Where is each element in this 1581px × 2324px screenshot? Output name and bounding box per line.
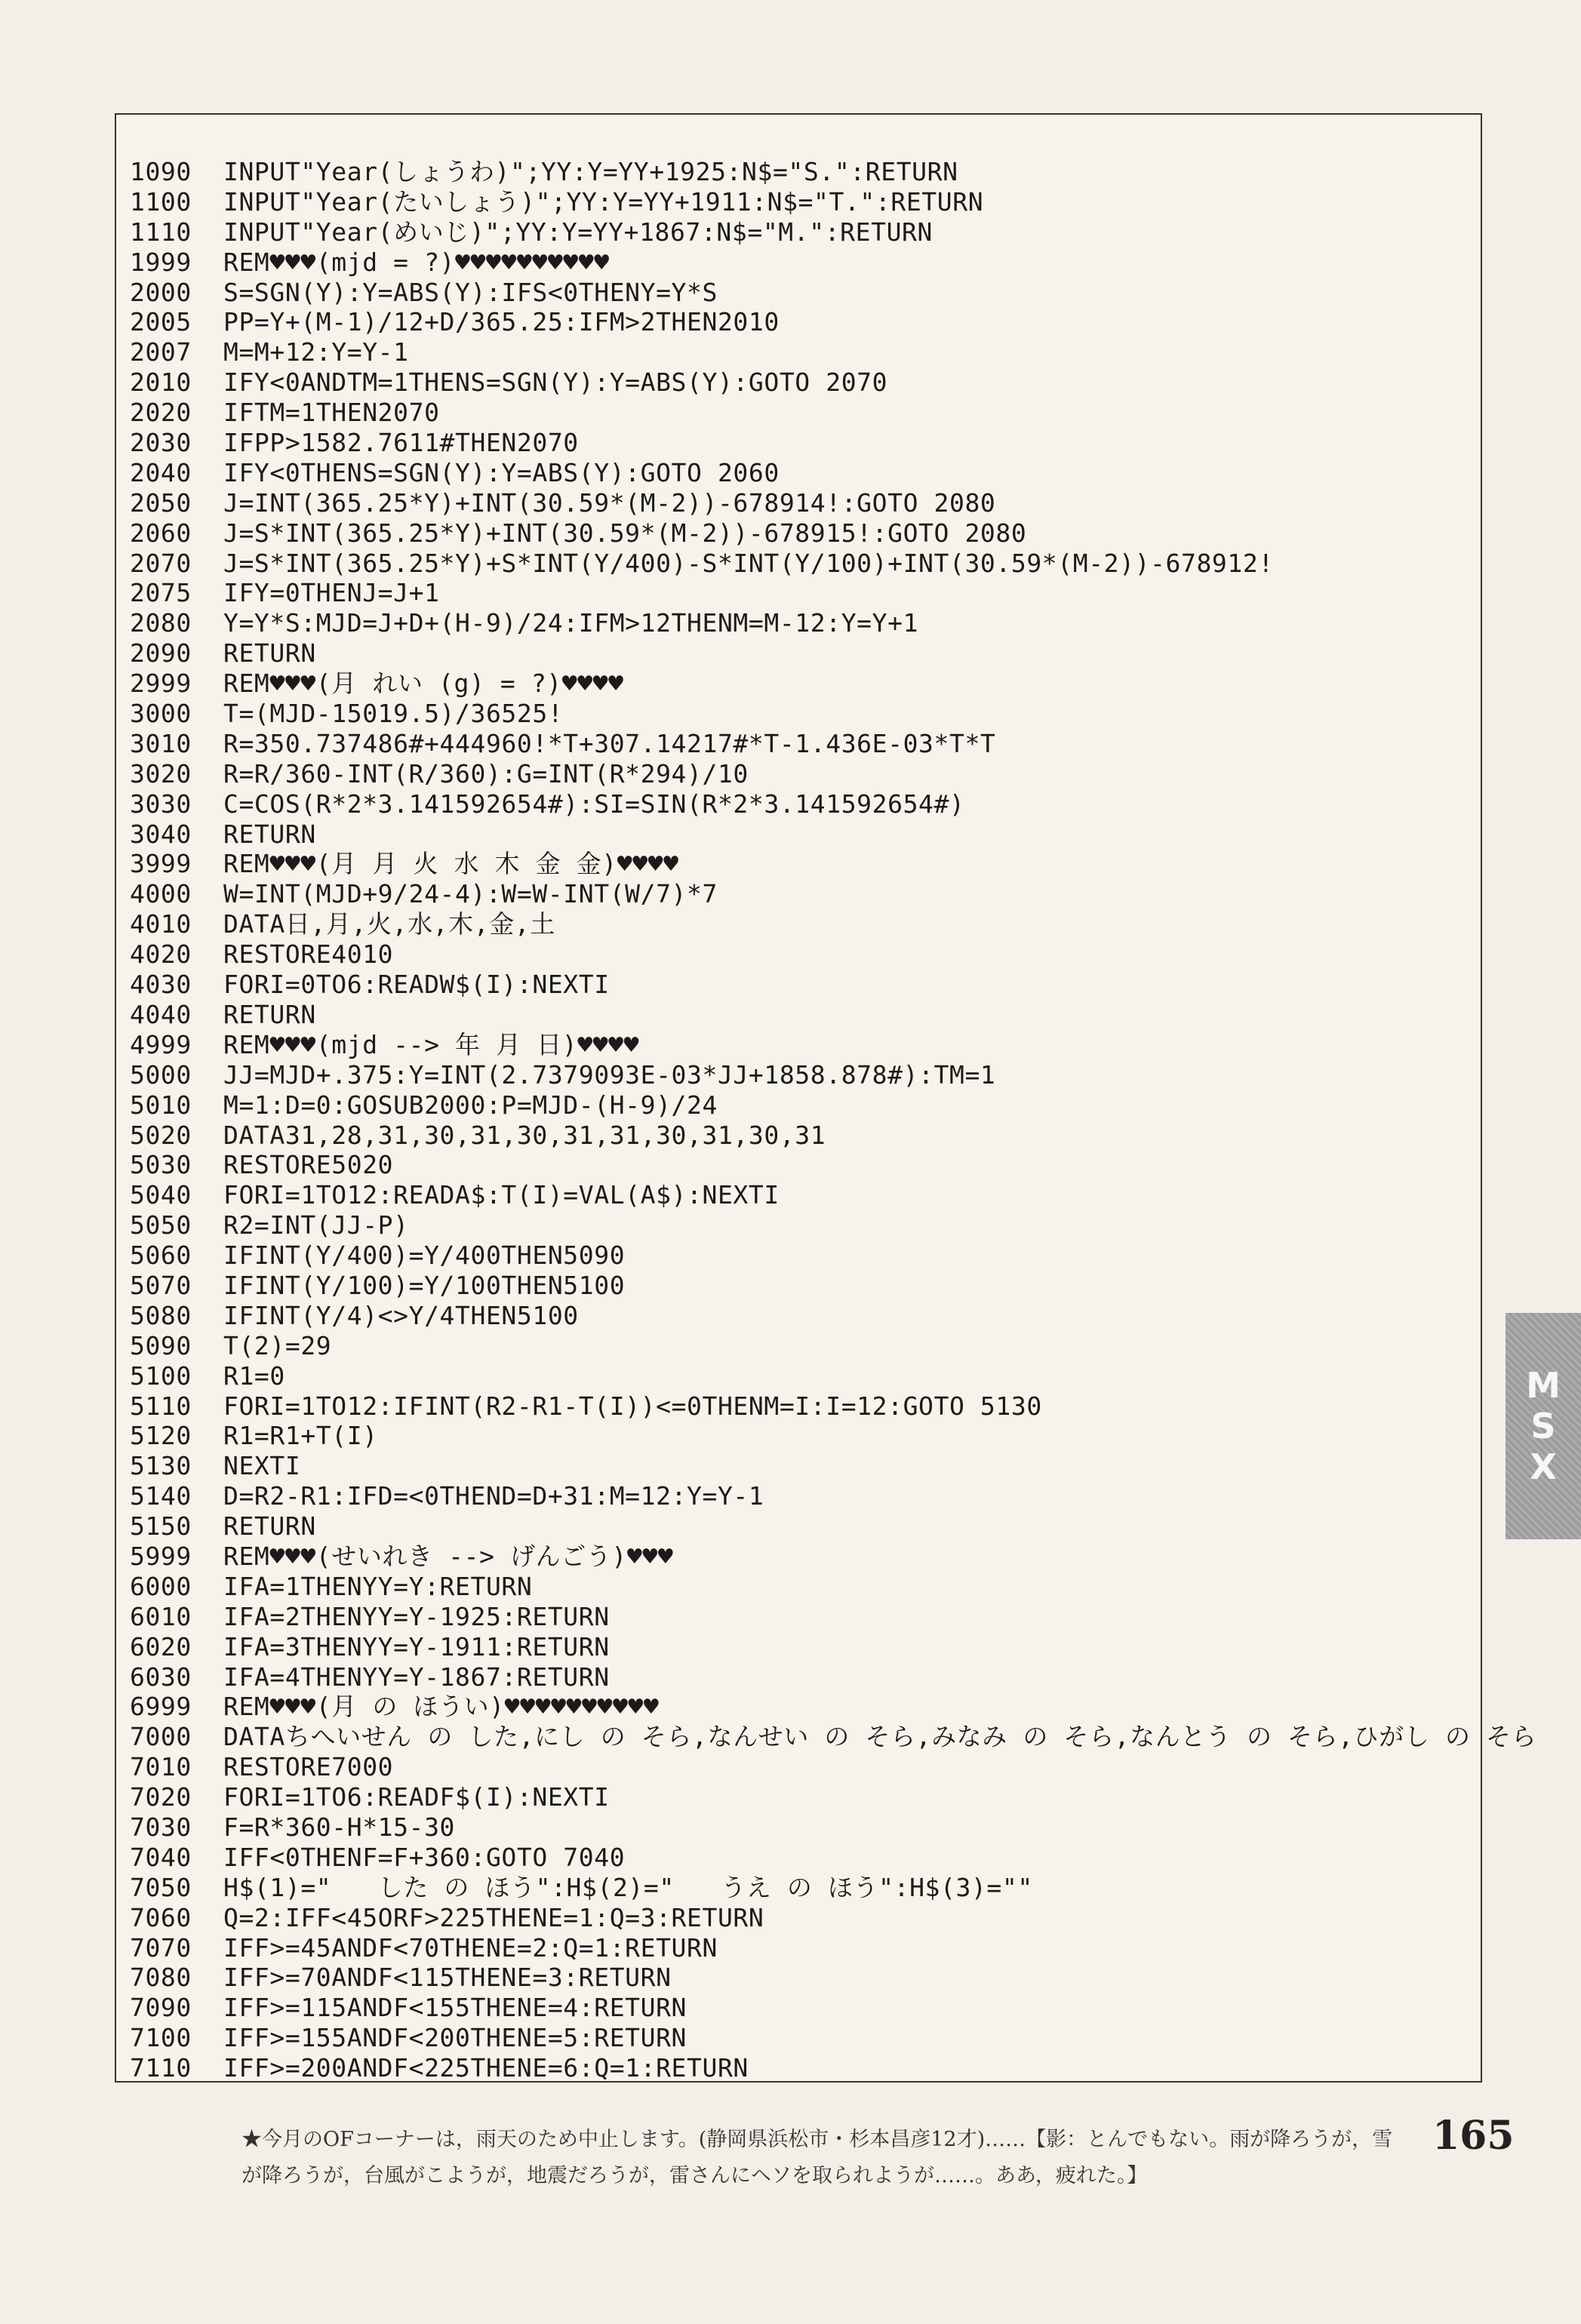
code-line bbox=[130, 1240, 1536, 1271]
line-code: R=350.737486#+444960!*T+307.14217#*T-1.436E-03*T*T bbox=[223, 728, 996, 758]
code-line bbox=[130, 1120, 1536, 1151]
line-number: 1999 bbox=[130, 247, 192, 277]
code-line bbox=[130, 1812, 1536, 1843]
line-number: 7050 bbox=[130, 1872, 192, 1902]
code-line bbox=[130, 1873, 1536, 1903]
line-code: IFA=1THENYY=Y:RETURN bbox=[223, 1571, 533, 1601]
code-line bbox=[130, 1722, 1536, 1752]
line-code: Y=Y*S:MJD=J+D+(H-9)/24:IFM>12THENM=M-12:Y=Y+1 bbox=[223, 608, 919, 638]
code-line bbox=[130, 759, 1536, 789]
line-number: 2060 bbox=[130, 518, 192, 548]
line-number: 7090 bbox=[130, 1993, 192, 2023]
line-code: J=S*INT(365.25*Y)+S*INT(Y/400)-S*INT(Y/100)+INT(30.59*(M-2))-678912! bbox=[223, 548, 1274, 578]
code-line bbox=[130, 1271, 1536, 1301]
line-number: 5110 bbox=[130, 1391, 192, 1421]
code-line bbox=[130, 549, 1536, 579]
line-number: 7060 bbox=[130, 1902, 192, 1932]
code-line bbox=[130, 1662, 1536, 1692]
code-line bbox=[130, 367, 1536, 398]
line-code: R1=R1+T(I) bbox=[223, 1421, 378, 1451]
line-number: 7000 bbox=[130, 1722, 192, 1752]
line-code: RESTORE4010 bbox=[223, 939, 394, 970]
line-code: IFA=4THENYY=Y-1867:RETURN bbox=[223, 1662, 610, 1692]
code-line bbox=[130, 1180, 1536, 1210]
line-number: 5000 bbox=[130, 1059, 192, 1090]
line-number: 3010 bbox=[130, 728, 192, 758]
code-line bbox=[130, 970, 1536, 1000]
code-line bbox=[130, 849, 1536, 879]
code-line bbox=[130, 578, 1536, 608]
line-number: 3999 bbox=[130, 849, 192, 879]
line-code: IFF>=115ANDF<155THENE=4:RETURN bbox=[223, 1993, 687, 2023]
code-line bbox=[130, 638, 1536, 669]
line-code: F=R*360-H*15-30 bbox=[223, 1812, 456, 1842]
line-number: 4040 bbox=[130, 999, 192, 1029]
line-number: 2050 bbox=[130, 487, 192, 518]
line-number: 2075 bbox=[130, 578, 192, 608]
line-number: 3040 bbox=[130, 819, 192, 849]
code-line bbox=[130, 187, 1536, 217]
code-line bbox=[130, 1692, 1536, 1722]
line-number: 7100 bbox=[130, 2023, 192, 2053]
code-line bbox=[130, 428, 1536, 458]
code-line bbox=[130, 1602, 1536, 1632]
code-line bbox=[130, 1632, 1536, 1662]
line-number: 7020 bbox=[130, 1782, 192, 1812]
code-line bbox=[130, 608, 1536, 638]
code-line bbox=[130, 1993, 1536, 2023]
line-number: 2030 bbox=[130, 428, 192, 458]
code-line bbox=[130, 247, 1536, 278]
line-code: IFINT(Y/4)<>Y/4THEN5100 bbox=[223, 1300, 579, 1330]
line-code: RETURN bbox=[223, 819, 316, 849]
code-line bbox=[130, 1030, 1536, 1060]
line-code: IFF>=155ANDF<200THENE=5:RETURN bbox=[223, 2023, 687, 2053]
code-line bbox=[130, 488, 1536, 518]
line-number: 6030 bbox=[130, 1662, 192, 1692]
code-line bbox=[130, 337, 1536, 367]
line-code: NEXTI bbox=[223, 1451, 301, 1481]
footer-note: ★今月のOFコーナーは，雨天のため中止します。(静岡県浜松市・杉本昌彦12才)……【影：とんでもない。雨が降ろうが，雪が降ろうが，台風がこようが，地震だろうが，雷さんにヘソを取られようが……。ああ，疲れた。】 bbox=[241, 2128, 1393, 2187]
code-line bbox=[130, 1752, 1536, 1782]
line-code: IFA=2THENYY=Y-1925:RETURN bbox=[223, 1601, 610, 1631]
line-number: 2090 bbox=[130, 638, 192, 669]
code-line bbox=[130, 1060, 1536, 1090]
code-line bbox=[130, 1481, 1536, 1511]
line-code: H$(1)=" した の ほう":H$(2)=" うえ の ほう":H$(3)="" bbox=[223, 1872, 1033, 1902]
code-line bbox=[130, 1511, 1536, 1542]
code-line bbox=[130, 1451, 1536, 1481]
line-code: INPUT"Year(たいしょう)";YY:Y=YY+1911:N$="T.":RETURN bbox=[223, 186, 984, 217]
line-code: IFF<0THENF=F+360:GOTO 7040 bbox=[223, 1842, 626, 1872]
line-code: FORI=1TO12:IFINT(R2-R1-T(I))<=0THENM=I:I=12:GOTO 5130 bbox=[223, 1391, 1042, 1421]
line-code: REM♥♥♥(mjd = ?)♥♥♥♥♥♥♥♥♥♥ bbox=[223, 247, 610, 277]
code-line bbox=[130, 398, 1536, 428]
line-code: T=(MJD-15019.5)/36525! bbox=[223, 699, 564, 729]
line-number: 2070 bbox=[130, 548, 192, 578]
line-code: REM♥♥♥(mjd --> 年 月 日)♥♥♥♥ bbox=[223, 1029, 640, 1059]
line-code: FORI=1TO12:READA$:T(I)=VAL(A$):NEXTI bbox=[223, 1180, 780, 1210]
code-line bbox=[130, 1000, 1536, 1030]
line-number: 4030 bbox=[130, 970, 192, 1000]
line-code: RESTORE7000 bbox=[223, 1752, 394, 1782]
line-code: IFA=3THENYY=Y-1911:RETURN bbox=[223, 1631, 610, 1662]
line-code: IFY=0THENJ=J+1 bbox=[223, 578, 440, 608]
line-code: PP=Y+(M-1)/12+D/365.25:IFM>2THEN2010 bbox=[223, 307, 780, 337]
line-code: REM♥♥♥(せいれき --> げんごう)♥♥♥ bbox=[223, 1541, 674, 1571]
code-line bbox=[130, 1150, 1536, 1180]
line-code: FORI=0TO6:READW$(I):NEXTI bbox=[223, 970, 610, 1000]
line-code: IFINT(Y/400)=Y/400THEN5090 bbox=[223, 1240, 626, 1271]
line-code: IFY<0ANDTM=1THENS=SGN(Y):Y=ABS(Y):GOTO 2070 bbox=[223, 367, 888, 398]
line-number: 2010 bbox=[130, 367, 192, 398]
code-line bbox=[130, 729, 1536, 759]
code-line bbox=[130, 1301, 1536, 1331]
line-number: 5080 bbox=[130, 1300, 192, 1330]
code-line bbox=[130, 1331, 1536, 1361]
code-line bbox=[130, 518, 1536, 549]
line-code: IFTM=1THEN2070 bbox=[223, 398, 440, 428]
line-number: 5060 bbox=[130, 1240, 192, 1271]
line-code: T(2)=29 bbox=[223, 1330, 332, 1360]
program-listing bbox=[115, 113, 1537, 2083]
line-code: REM♥♥♥(月 月 火 水 木 金 金)♥♥♥♥ bbox=[223, 849, 679, 879]
code-line bbox=[130, 819, 1536, 850]
code-line bbox=[130, 458, 1536, 488]
line-number: 7110 bbox=[130, 2053, 192, 2083]
line-number: 2000 bbox=[130, 277, 192, 307]
line-number: 5100 bbox=[130, 1360, 192, 1391]
code-line bbox=[130, 1361, 1536, 1391]
line-number: 5040 bbox=[130, 1180, 192, 1210]
code-line bbox=[130, 1933, 1536, 1963]
line-number: 2080 bbox=[130, 608, 192, 638]
line-number: 7010 bbox=[130, 1752, 192, 1782]
code-line bbox=[130, 1572, 1536, 1602]
code-line bbox=[130, 1963, 1536, 1993]
code-line bbox=[130, 217, 1536, 247]
line-number: 5070 bbox=[130, 1270, 192, 1300]
code-line bbox=[130, 1210, 1536, 1240]
code-line bbox=[130, 1782, 1536, 1812]
line-number: 4999 bbox=[130, 1029, 192, 1059]
code-line bbox=[130, 1391, 1536, 1422]
code-line bbox=[130, 939, 1536, 970]
line-code: RETURN bbox=[223, 1511, 316, 1542]
code-line bbox=[130, 307, 1536, 337]
line-code: DATA日,月,火,水,木,金,土 bbox=[223, 909, 555, 939]
line-number: 5120 bbox=[130, 1421, 192, 1451]
code-line bbox=[130, 879, 1536, 909]
line-code: IFINT(Y/100)=Y/100THEN5100 bbox=[223, 1270, 626, 1300]
line-number: 6010 bbox=[130, 1601, 192, 1631]
line-number: 1090 bbox=[130, 157, 192, 186]
line-code: J=S*INT(365.25*Y)+INT(30.59*(M-2))-678915!:GOTO 2080 bbox=[223, 518, 1027, 548]
line-code: D=R2-R1:IFD=<0THEND=D+31:M=12:Y=Y-1 bbox=[223, 1481, 764, 1511]
code-line bbox=[130, 789, 1536, 819]
line-number: 2040 bbox=[130, 457, 192, 487]
line-number: 4000 bbox=[130, 879, 192, 909]
line-code: C=COS(R*2*3.141592654#):SI=SIN(R*2*3.141592654#) bbox=[223, 788, 965, 819]
line-number: 3020 bbox=[130, 758, 192, 788]
code-line bbox=[130, 2053, 1536, 2083]
line-number: 5030 bbox=[130, 1150, 192, 1180]
line-number: 6999 bbox=[130, 1692, 192, 1722]
line-code: W=INT(MJD+9/24-4):W=W-INT(W/7)*7 bbox=[223, 879, 718, 909]
code-line bbox=[130, 1090, 1536, 1120]
line-number: 5140 bbox=[130, 1481, 192, 1511]
line-code: JJ=MJD+.375:Y=INT(2.7379093E-03*JJ+1858.878#):TM=1 bbox=[223, 1059, 996, 1090]
line-code: R2=INT(JJ-P) bbox=[223, 1210, 409, 1240]
line-code: M=1:D=0:GOSUB2000:P=MJD-(H-9)/24 bbox=[223, 1090, 718, 1120]
line-number: 3030 bbox=[130, 788, 192, 819]
line-number: 5090 bbox=[130, 1330, 192, 1360]
code-line bbox=[130, 1421, 1536, 1451]
page-number: 165 bbox=[1432, 2113, 1515, 2159]
code-line bbox=[130, 909, 1536, 939]
line-code: RESTORE5020 bbox=[223, 1150, 394, 1180]
line-number: 6000 bbox=[130, 1571, 192, 1601]
line-number: 5050 bbox=[130, 1210, 192, 1240]
line-code: DATA31,28,31,30,31,30,31,31,30,31,30,31 bbox=[223, 1120, 826, 1150]
line-code: R=R/360-INT(R/360):G=INT(R*294)/10 bbox=[223, 758, 749, 788]
code-line bbox=[130, 699, 1536, 729]
msx-side-tab bbox=[1506, 1313, 1581, 1539]
code-line bbox=[130, 278, 1536, 308]
line-number: 4020 bbox=[130, 939, 192, 970]
code-line bbox=[130, 1903, 1536, 1933]
line-code: M=M+12:Y=Y-1 bbox=[223, 337, 409, 367]
code-line bbox=[130, 157, 1536, 187]
code-lines bbox=[130, 157, 1536, 2083]
line-code: IFF>=70ANDF<115THENE=3:RETURN bbox=[223, 1963, 672, 1993]
line-number: 1100 bbox=[130, 186, 192, 217]
line-number: 7070 bbox=[130, 1932, 192, 1963]
line-code: RETURN bbox=[223, 999, 316, 1029]
line-code: Q=2:IFF<45ORF>225THENE=1:Q=3:RETURN bbox=[223, 1902, 764, 1932]
line-code: REM♥♥♥(月 れい (g) = ?)♥♥♥♥ bbox=[223, 669, 624, 699]
code-line bbox=[130, 2023, 1536, 2053]
line-number: 7080 bbox=[130, 1963, 192, 1993]
line-number: 4010 bbox=[130, 909, 192, 939]
line-code: J=INT(365.25*Y)+INT(30.59*(M-2))-678914!:GOTO 2080 bbox=[223, 487, 996, 518]
line-number: 2005 bbox=[130, 307, 192, 337]
line-number: 3000 bbox=[130, 699, 192, 729]
line-number: 5020 bbox=[130, 1120, 192, 1150]
line-code: REM♥♥♥(月 の ほうい)♥♥♥♥♥♥♥♥♥♥ bbox=[223, 1692, 660, 1722]
line-number: 5999 bbox=[130, 1541, 192, 1571]
line-number: 5130 bbox=[130, 1451, 192, 1481]
line-number: 6020 bbox=[130, 1631, 192, 1662]
line-code: INPUT"Year(めいじ)";YY:Y=YY+1867:N$="M.":RETURN bbox=[223, 217, 933, 247]
line-number: 2020 bbox=[130, 398, 192, 428]
line-code: FORI=1TO6:READF$(I):NEXTI bbox=[223, 1782, 610, 1812]
line-code: S=SGN(Y):Y=ABS(Y):IFS<0THENY=Y*S bbox=[223, 277, 718, 307]
line-code: INPUT"Year(しょうわ)";YY:Y=YY+1925:N$="S.":RETURN bbox=[223, 157, 958, 186]
line-number: 2999 bbox=[130, 669, 192, 699]
line-code: IFF>=45ANDF<70THENE=2:Q=1:RETURN bbox=[223, 1932, 718, 1963]
line-code: DATAちへいせん の した,にし の そら,なんせい の そら,みなみ の そら,なんとう の そら,ひがし の そら bbox=[223, 1722, 1537, 1752]
code-line bbox=[130, 669, 1536, 699]
code-line bbox=[130, 1843, 1536, 1873]
line-number: 1110 bbox=[130, 217, 192, 247]
line-code: R1=0 bbox=[223, 1360, 285, 1391]
line-number: 7030 bbox=[130, 1812, 192, 1842]
line-number: 5010 bbox=[130, 1090, 192, 1120]
line-number: 2007 bbox=[130, 337, 192, 367]
line-code: IFF>=200ANDF<225THENE=6:Q=1:RETURN bbox=[223, 2053, 749, 2083]
code-line bbox=[130, 1542, 1536, 1572]
line-code: IFPP>1582.7611#THEN2070 bbox=[223, 428, 579, 458]
line-code: RETURN bbox=[223, 638, 316, 669]
line-number: 7040 bbox=[130, 1842, 192, 1872]
line-number: 5150 bbox=[130, 1511, 192, 1542]
side-tab-label: M S X bbox=[1526, 1365, 1561, 1487]
line-code: IFY<0THENS=SGN(Y):Y=ABS(Y):GOTO 2060 bbox=[223, 457, 780, 487]
